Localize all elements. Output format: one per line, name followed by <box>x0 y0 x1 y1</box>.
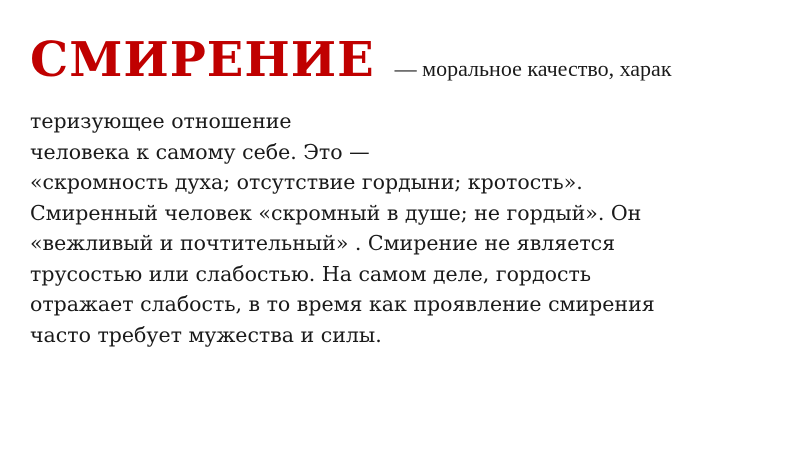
body-line-2: человека к самому себе. Это — <box>30 139 370 164</box>
body-line-8: часто требует мужества и силы. <box>30 322 382 347</box>
definition-body <box>30 106 790 350</box>
slide-title: СМИРЕНИЕ <box>30 32 375 88</box>
body-line-1: теризующее отношение <box>30 109 292 133</box>
body-line-6: трусостью или слабостью. На самом деле, гордость <box>30 261 591 286</box>
heading-line <box>30 32 672 102</box>
definition-start: — моральное качество, харак <box>394 56 672 81</box>
body-line-4: Смиренный человек «скромный в душе; не гордый». Он <box>30 200 642 225</box>
body-line-7: отражает слабость, в то время как проявление смирения <box>30 292 655 316</box>
body-line-5: «вежливый и почтительный» . Смирение не является <box>30 231 616 255</box>
body-line-3: «скромность духа; отсутствие гордыни; кротость». <box>30 170 583 194</box>
